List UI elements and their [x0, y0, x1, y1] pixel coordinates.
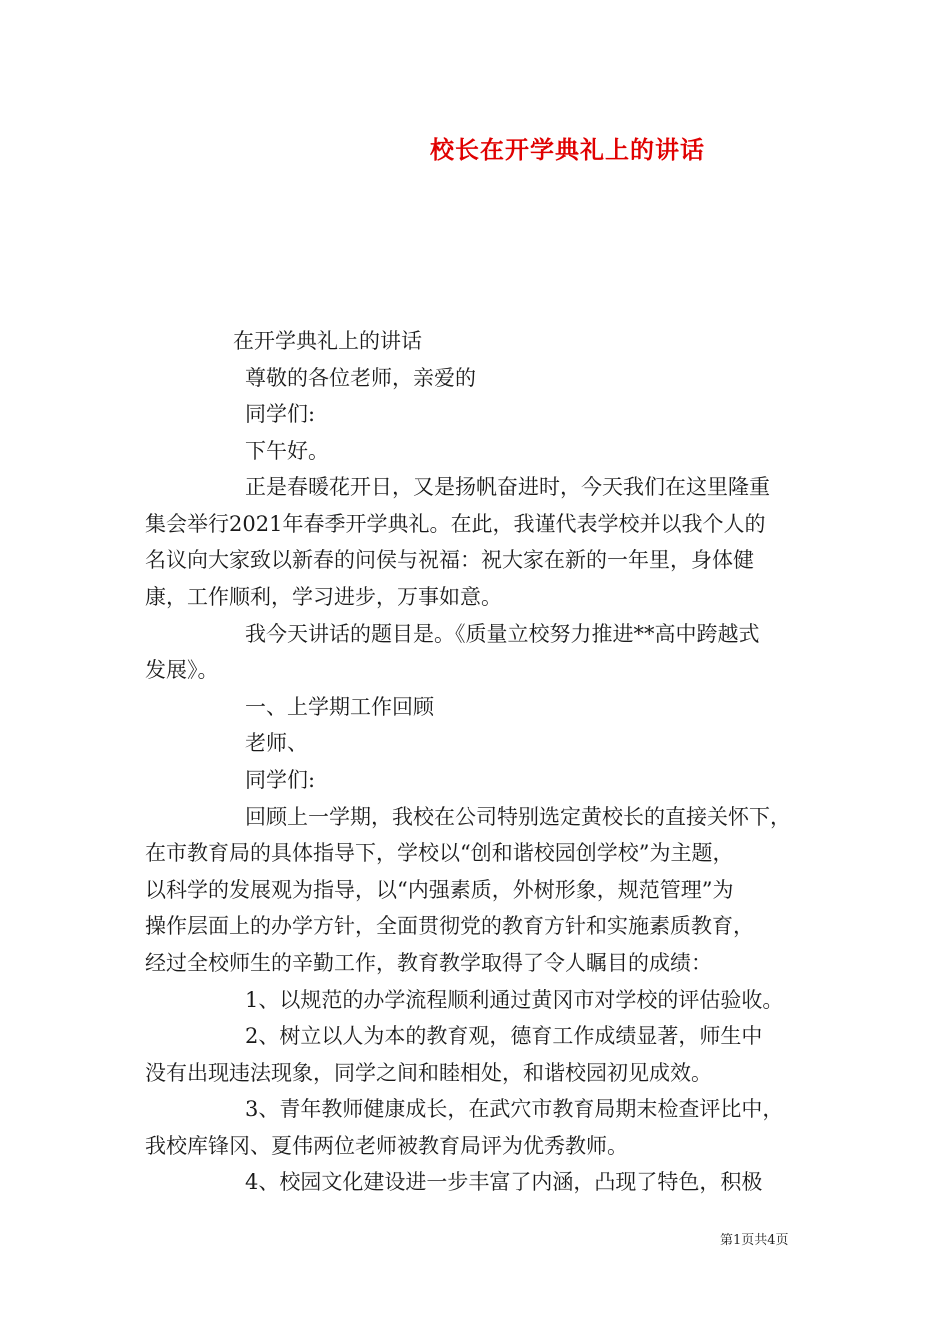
body-line: 1、以规范的办学流程顺利通过黄冈市对学校的评估验收。 — [245, 988, 784, 1012]
body-line: 老师、 — [245, 731, 308, 755]
page-number-footer: 第1页共4页 — [720, 1233, 789, 1248]
body-line: 正是春暖花开日，又是扬帆奋进时，今天我们在这里隆重 — [245, 475, 770, 499]
body-line: 以科学的发展观为指导，以“内强素质，外树形象，规范管理”为 — [145, 878, 734, 902]
body-line: 回顾上一学期，我校在公司特别选定黄校长的直接关怀下， — [245, 805, 791, 829]
body-line: 我今天讲话的题目是。《质量立校努力推进**高中跨越式 — [245, 622, 760, 646]
body-line: 名议向大家致以新春的问侯与祝福：祝大家在新的一年里，身体健 — [145, 548, 754, 572]
body-line: 没有出现违法现象，同学之间和睦相处，和谐校园初见成效。 — [145, 1061, 712, 1085]
body-line: 一、上学期工作回顾 — [245, 695, 434, 719]
body-line: 2、树立以人为本的教育观，德育工作成绩显著，师生中 — [245, 1024, 763, 1048]
body-line: 4、校园文化建设进一步丰富了内涵，凸现了特色，积极 — [245, 1170, 763, 1194]
body-line: 同学们: — [245, 768, 316, 792]
document-title: 校长在开学典礼上的讲话 — [430, 135, 705, 164]
body-line: 康，工作顺利，学习进步，万事如意。 — [145, 585, 502, 609]
body-line: 尊敬的各位老师，亲爱的 — [245, 366, 476, 390]
body-line: 集会举行2021年春季开学典礼。在此，我谨代表学校并以我个人的 — [145, 512, 766, 536]
body-line: 3、青年教师健康成长，在武穴市教育局期末检查评比中， — [245, 1097, 784, 1121]
body-line: 在市教育局的具体指导下，学校以“创和谐校园创学校”为主题， — [145, 841, 734, 865]
body-line: 下午好。 — [245, 439, 329, 463]
body-line: 发展》。 — [145, 658, 219, 682]
body-line: 操作层面上的办学方针，全面贯彻党的教育方针和实施素质教育， — [145, 914, 754, 938]
body-line: 经过全校师生的辛勤工作，教育教学取得了令人瞩目的成绩： — [145, 951, 712, 975]
body-line: 同学们: — [245, 402, 316, 426]
body-line: 在开学典礼上的讲话 — [233, 329, 422, 353]
body-line: 我校库锋冈、夏伟两位老师被教育局评为优秀教师。 — [145, 1134, 628, 1158]
